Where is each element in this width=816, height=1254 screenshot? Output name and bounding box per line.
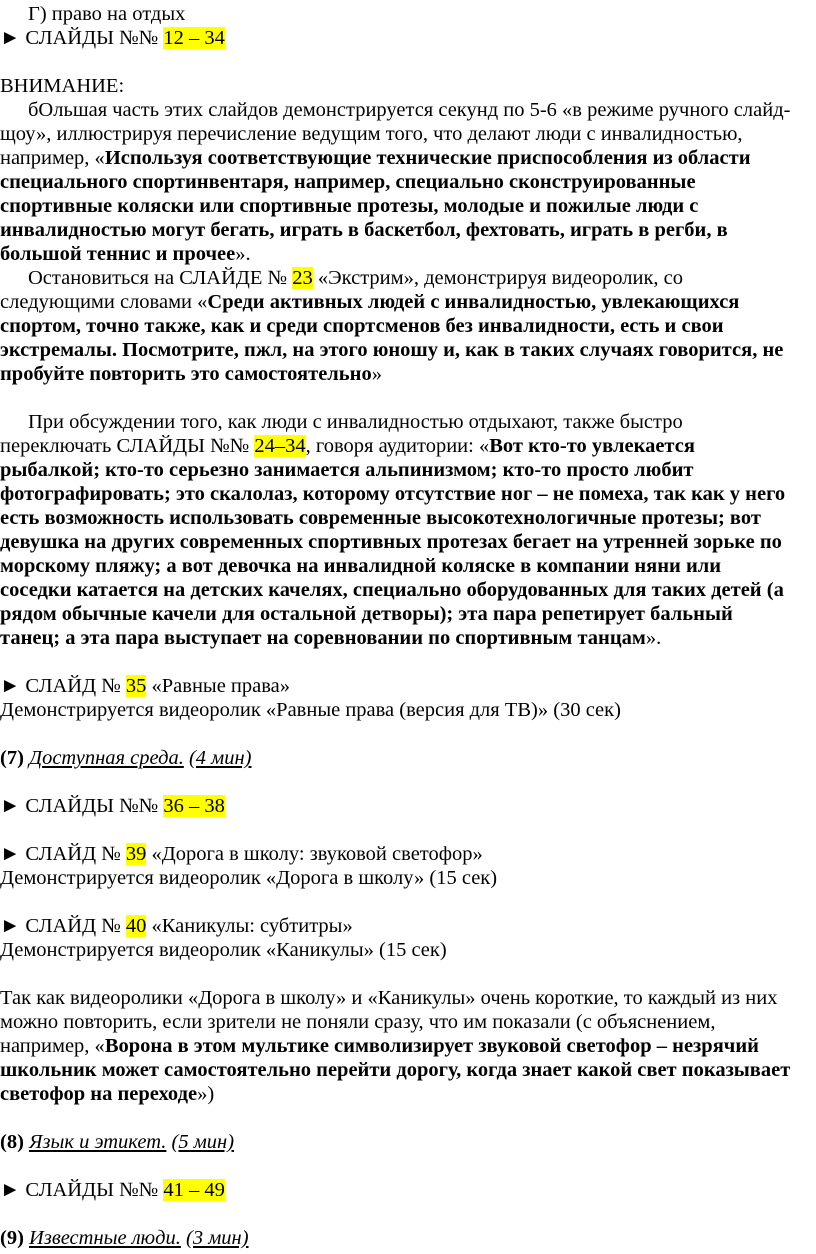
- bold-text: экстремалы. Посмотрите, пжл, на этого юношу и, как в таких случаях говорится, не: [0, 339, 784, 361]
- bold-text: спортивные коляски или спортивные протезы, молодые и пожилые люди с: [0, 195, 699, 217]
- bold-text: пробуйте повторить это самостоятельно: [0, 363, 372, 385]
- bold-text: спортом, точно также, как и среди спортсменов без инвалидности, есть и свои: [0, 315, 724, 337]
- text-line: [0, 74, 124, 98]
- text-line: [0, 170, 696, 194]
- text-span: Демонстрируется видеоролик «Равные права (версия для ТВ)» (30 сек): [0, 699, 621, 721]
- text-span: переключать СЛАЙДЫ №№: [0, 435, 255, 457]
- text-line: [0, 26, 225, 50]
- text-span: »): [197, 1083, 215, 1105]
- slide-number-highlight: 35: [125, 675, 147, 697]
- text-line: [0, 938, 447, 962]
- bold-text: (9): [0, 1227, 24, 1249]
- text-span: Остановиться на СЛАЙДЕ №: [28, 267, 293, 289]
- text-line: [0, 314, 724, 338]
- section-title: (3 мин): [186, 1227, 249, 1249]
- text-line: [0, 1082, 214, 1106]
- text-span: следующими словами «: [0, 291, 208, 313]
- bold-text: большой теннис и прочее: [0, 243, 236, 265]
- slide-number-highlight: 23: [292, 267, 313, 289]
- text-line: [0, 218, 728, 242]
- slide-number-highlight: 12 – 34: [163, 27, 225, 49]
- text-line: [0, 842, 483, 866]
- bold-text: Среди активных людей с инвалидностью, увлекающихся: [207, 291, 740, 313]
- section-title: Известные люди.: [29, 1227, 181, 1249]
- bold-text: специального спортинвентаря, например, специально сконструированные: [0, 171, 696, 193]
- slide-number-highlight: 40: [125, 915, 147, 937]
- text-line: [0, 362, 382, 386]
- text-span: ► СЛАЙД №: [0, 675, 126, 697]
- text-line: [0, 554, 721, 578]
- text-line: [0, 506, 761, 530]
- text-span: ».: [235, 243, 251, 265]
- bold-text: (8): [0, 1131, 24, 1153]
- text-line: [0, 530, 782, 554]
- bold-text: Используя соответствующие технические приспособления из области: [104, 147, 751, 169]
- text-span: Демонстрируется видеоролик «Дорога в школу» (15 сек): [0, 867, 498, 889]
- text-span: «Каникулы: субтитры»: [146, 915, 353, 937]
- bold-text: рядом обычные качели для остальной детворы); эта пара репетирует бальный: [0, 603, 733, 625]
- text-span: ► СЛАЙД №: [0, 915, 126, 937]
- text-span: При обсуждении того, как люди с инвалидностью отдыхают, также быстро: [28, 411, 683, 433]
- text-line: [0, 1034, 759, 1058]
- text-line: [0, 794, 225, 818]
- text-line: [28, 98, 790, 122]
- text-line: [0, 1226, 249, 1250]
- bold-text: школьник может самостоятельно перейти дорогу, когда знает какой свет показывает: [0, 1059, 791, 1081]
- text-line: [28, 266, 683, 290]
- bold-text: девушка на других современных спортивных протезах бегает на утренней зорьке по: [0, 531, 782, 553]
- text-span: ► СЛАЙД №: [0, 843, 126, 865]
- text-span: бОльшая часть этих слайдов демонстрируется секунд по 5-6 «в режиме ручного слайд-: [28, 99, 791, 121]
- text-line: [0, 866, 497, 890]
- text-line: [0, 434, 695, 458]
- bold-text: соседки катается на детских качелях, специально оборудованных для таких детей (а: [0, 579, 784, 601]
- slide-number-highlight: 36 – 38: [163, 795, 225, 817]
- text-line: [0, 1178, 225, 1202]
- bold-text: есть возможность использовать современные высокотехнологичные протезы; вот: [0, 507, 761, 529]
- text-line: [0, 602, 733, 626]
- text-line: [0, 458, 693, 482]
- section-title: Язык и этикет.: [29, 1131, 167, 1153]
- text-line: [0, 290, 739, 314]
- section-title: Доступная среда.: [29, 747, 184, 769]
- slide-number-highlight: 39: [125, 843, 147, 865]
- text-span: ».: [645, 627, 662, 649]
- bold-text: Вот кто-то увлекается: [489, 435, 695, 457]
- text-line: [0, 674, 290, 698]
- text-line: [0, 122, 743, 146]
- text-line: [0, 1130, 234, 1154]
- text-line: [0, 698, 621, 722]
- text-line: [0, 914, 353, 938]
- text-span: например, «: [0, 147, 105, 169]
- text-line: [0, 242, 251, 266]
- text-line: [0, 746, 251, 770]
- section-title: (4 мин): [188, 747, 252, 769]
- text-span: ► СЛАЙДЫ №№: [0, 1179, 164, 1201]
- text-line: [0, 194, 698, 218]
- text-line: [0, 1058, 790, 1082]
- text-line: [0, 1010, 715, 1034]
- text-line: [0, 146, 751, 170]
- text-span: ► СЛАЙДЫ №№: [0, 795, 164, 817]
- text-span: «Равные права»: [146, 675, 290, 697]
- text-line: [0, 626, 661, 650]
- slide-number-highlight: 24–34: [254, 435, 306, 457]
- bold-text: морскому пляжу; а вот девочка на инвалидной коляске в компании няни или: [0, 555, 722, 577]
- text-span: Так как видеоролики «Дорога в школу» и «Каникулы» очень короткие, то каждый из них: [0, 987, 778, 1009]
- text-line: [0, 338, 783, 362]
- bold-text: (7): [0, 747, 24, 769]
- text-line: [28, 410, 683, 434]
- text-span: ВНИМАНИЕ:: [0, 75, 125, 97]
- text-line: [0, 578, 784, 602]
- text-span: щоу», иллюстрируя перечисление ведущим того, что делают люди с инвалидностью,: [0, 123, 743, 145]
- bold-text: танец; а эта пара выступает на соревновании по спортивным танцам: [0, 627, 646, 649]
- text-span: Демонстрируется видеоролик «Каникулы» (15 сек): [0, 939, 447, 961]
- text-span: »: [371, 363, 382, 385]
- text-span: , говоря аудитории: «: [305, 435, 490, 457]
- text-span: можно повторить, если зрители не поняли сразу, что им показали (с объяснением,: [0, 1011, 716, 1033]
- text-span: ► СЛАЙДЫ №№: [0, 27, 164, 49]
- section-title: (5 мин): [171, 1131, 235, 1153]
- slide-number-highlight: 41 – 49: [163, 1179, 225, 1201]
- bold-text: светофор на переходе: [0, 1083, 198, 1105]
- text-line: [0, 986, 777, 1010]
- text-line: [0, 482, 785, 506]
- text-span: «Экстрим», демонстрируя видеоролик, со: [312, 267, 684, 289]
- text-span: Г) право на отдых: [28, 3, 186, 25]
- bold-text: Ворона в этом мультике символизирует звуковой светофор – незрячий: [104, 1035, 759, 1057]
- bold-text: инвалидностью могут бегать, играть в баскетбол, фехтовать, играть в регби, в: [0, 219, 728, 241]
- text-span: например, «: [0, 1035, 105, 1057]
- text-line: [28, 2, 185, 26]
- bold-text: фотографировать; это скалолаз, которому отсутствие ног – не помеха, так как у него: [0, 483, 786, 505]
- bold-text: рыбалкой; кто-то серьезно занимается альпинизмом; кто-то просто любит: [0, 459, 694, 481]
- text-span: «Дорога в школу: звуковой светофор»: [146, 843, 483, 865]
